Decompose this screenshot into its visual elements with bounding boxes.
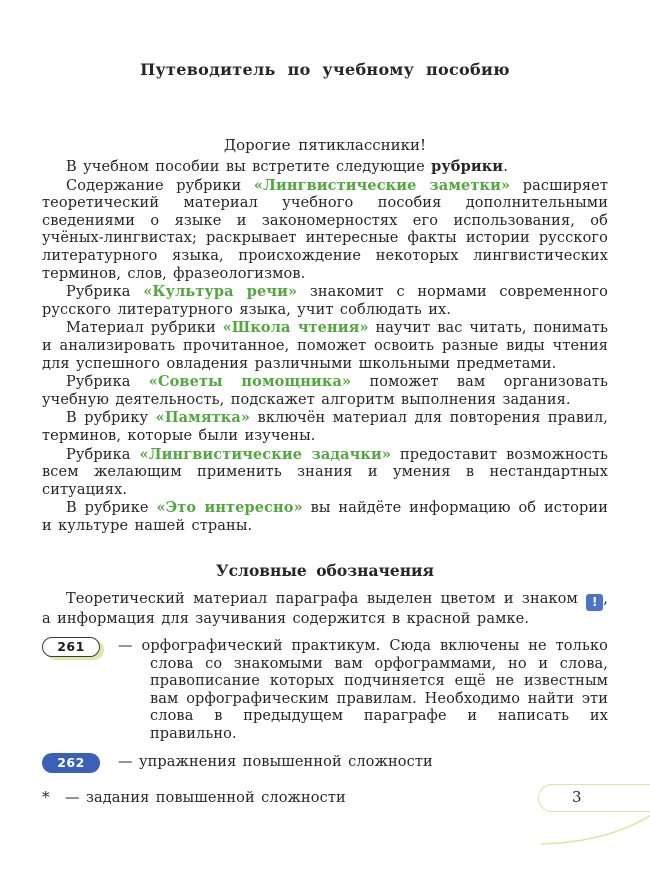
text-run: . [503, 159, 508, 175]
legend-item-text: — орфографический практикум. Сюда включены не только слова со знакомыми вам орфограммами, но и слова, правописание которых подчиняется ещё не известным вам орфографическим правилам. Необходимо найти эти слова в предыдущем параграфе и написать их правильно. [118, 638, 608, 743]
page-number-pill [538, 784, 650, 812]
text-run: включён материал для повторения правил, терминов, которые были изучены. [42, 410, 609, 444]
paragraph [42, 499, 608, 535]
legend-item-text: — упражнения повышенной сложности [118, 753, 433, 770]
legend-heading: Условные обозначения [216, 561, 434, 581]
paragraph [42, 158, 608, 177]
text-run: Рубрика [66, 446, 140, 463]
text-run: рубрики [431, 158, 504, 175]
text-run: предоставит возможность всем желающим применить знания и умения в нестандартных ситуациях. [42, 446, 608, 498]
badge-number: 261 [42, 637, 100, 657]
badge-number: 262 [42, 753, 100, 773]
paragraph [42, 283, 608, 319]
text-run: поможет вам организовать учебную деятельность, подскажет алгоритм выполнения задания. [42, 374, 608, 408]
text-run: знакомит с нормами современного русского литературного языка, учит соблюдать их. [42, 284, 608, 318]
legend-items [42, 638, 608, 807]
paragraph [42, 319, 608, 373]
text-run: Теоретический материал параграфа выделен цветом и знаком [66, 591, 587, 608]
legend-intro [42, 591, 608, 629]
text-run: В учебном пособии вы встретите следующие [66, 159, 432, 175]
legend-item [42, 638, 608, 744]
text-run: «Лингвистические заметки» [253, 176, 511, 194]
exercise-number-badge-green [42, 637, 100, 657]
page-title: Путеводитель по учебному пособию [140, 60, 510, 79]
text-run: Рубрика [66, 374, 149, 391]
asterisk-marker: * [42, 787, 50, 806]
text-run: «Лингвистические задачки» [139, 445, 392, 463]
text-run: Материал рубрики [66, 320, 223, 337]
text-run: «Памятка» [155, 409, 251, 427]
paragraph [42, 409, 608, 445]
text-run: «Советы помощника» [148, 373, 352, 391]
text-run: «Это интересно» [156, 499, 303, 517]
salutation: Дорогие пятиклассники! [223, 136, 427, 154]
text-run: В рубрику [66, 410, 156, 427]
legend-item-asterisk [42, 789, 608, 808]
text-run: Содержание рубрики [66, 177, 254, 194]
text-run: вы найдёте информацию об истории и культуре нашей страны. [42, 500, 608, 534]
exercise-badge-cell [42, 638, 118, 661]
paragraph [42, 373, 608, 409]
text-run: В рубрике [66, 500, 157, 517]
exercise-number-badge-blue [42, 753, 100, 773]
intro-section [42, 158, 608, 535]
paragraph [42, 177, 608, 284]
text-run: научит вас читать, понимать и анализировать прочитанное, поможет освоить разные виды чтения для успешного овладения различными школьными предметами. [42, 320, 608, 372]
text-run: «Школа чтения» [222, 319, 369, 337]
legend-item [42, 754, 608, 777]
text-run: Рубрика [66, 284, 144, 301]
text-run: , а информация для заучивания содержится в красной рамке. [42, 591, 608, 628]
text-run: «Культура речи» [143, 283, 298, 301]
legend-item-text: — задания повышенной сложности [65, 789, 346, 806]
paragraph [42, 446, 608, 500]
exclamation-badge-icon: ! [586, 594, 603, 611]
page-number: 3 [572, 788, 582, 806]
exercise-badge-cell [42, 754, 118, 777]
text-run: расширяет теоретический материал учебного пособия дополнительными сведениями о языке и закономерностях его использования, об учёных-лингвистах; раскрывает интересные факты истории русского литературного языка, происхождение некоторых лингвистических терминов, слов, фразеологизмов. [42, 177, 608, 282]
